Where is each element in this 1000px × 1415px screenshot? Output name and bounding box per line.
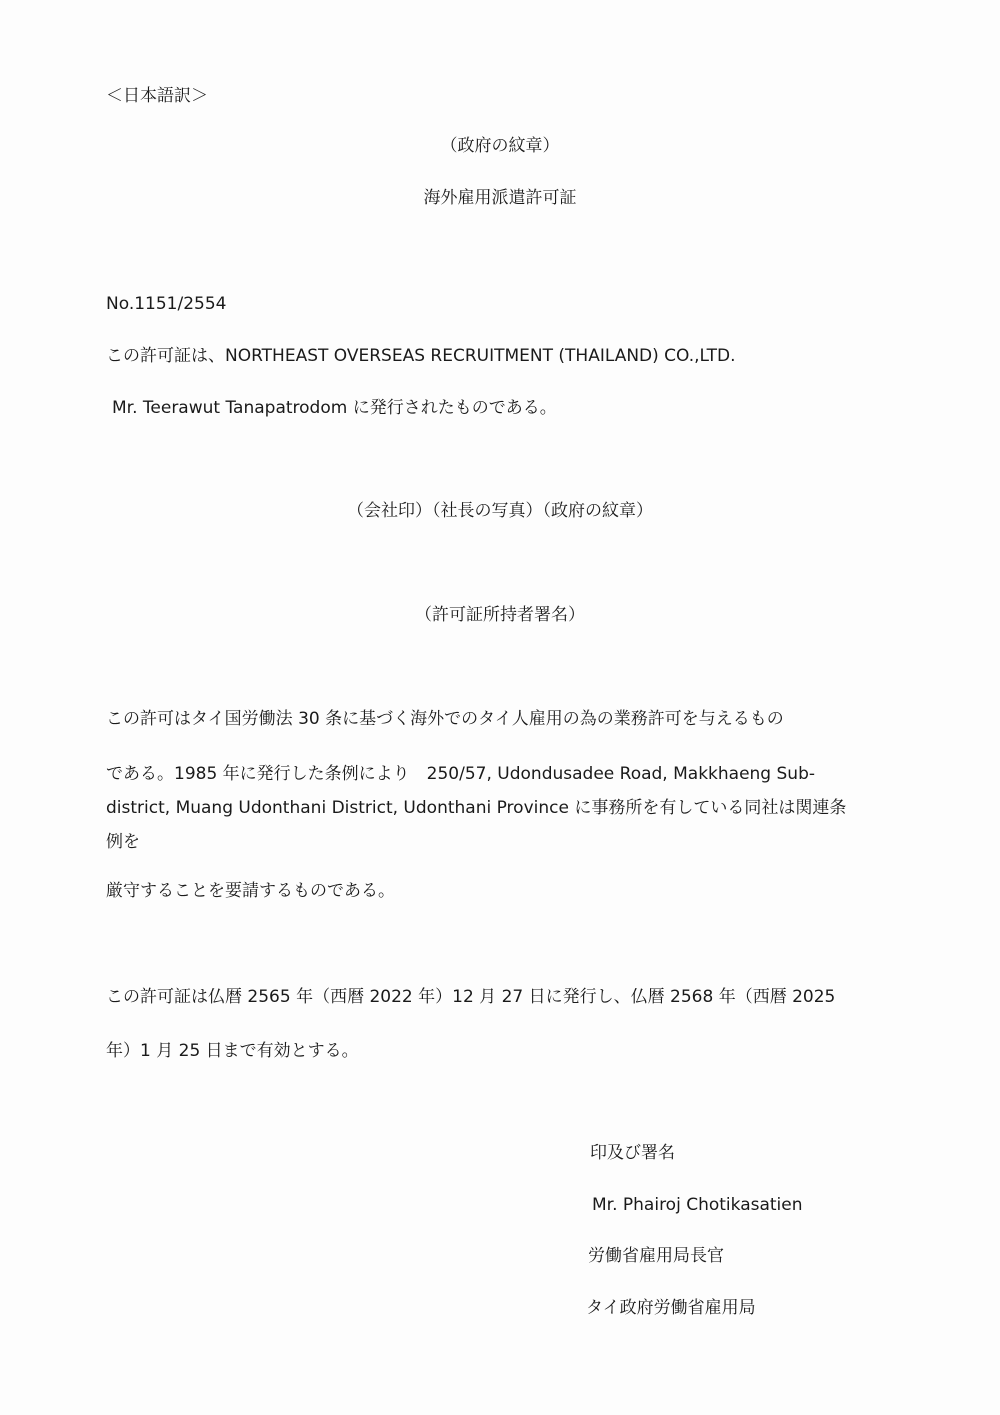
holder-signature-note: （許可証所持者署名） xyxy=(415,605,585,625)
signature-label: 印及び署名 xyxy=(590,1143,675,1163)
body-paragraph-1-line-5: 厳守することを要請するものである。 xyxy=(106,881,395,901)
document-title: 海外雇用派遣許可証 xyxy=(423,188,577,208)
body-paragraph-1-line-2: である。1985 年に発行した条例により 250/57, Udondusadee Road, Makkhaeng Sub- xyxy=(106,764,815,784)
license-number: No.1151/2554 xyxy=(106,294,227,314)
seals-line: （会社印）（社長の写真）（政府の紋章） xyxy=(347,501,653,521)
emblem-note: （政府の紋章） xyxy=(440,136,560,156)
body-paragraph-1-line-4: 例を xyxy=(106,832,140,852)
body-paragraph-1-line-3: district, Muang Udonthani District, Udonthani Province に事務所を有している同社は関連条 xyxy=(106,798,847,818)
signatory-department: タイ政府労働省雇用局 xyxy=(586,1298,756,1318)
signatory-position: 労働省雇用局長官 xyxy=(588,1246,724,1266)
issued-to-company: この許可証は、NORTHEAST OVERSEAS RECRUITMENT (THAILAND) CO.,LTD. xyxy=(106,346,736,366)
translation-label: ＜日本語訳＞ xyxy=(106,86,208,106)
issued-to-person: Mr. Teerawut Tanapatrodom に発行されたものである。 xyxy=(112,398,557,418)
body-paragraph-1-line-1: この許可はタイ国労働法 30 条に基づく海外でのタイ人雇用の為の業務許可を与えるもの xyxy=(106,709,784,729)
signatory-name: Mr. Phairoj Chotikasatien xyxy=(592,1195,803,1215)
body-paragraph-2-line-1: この許可証は仏暦 2565 年（西暦 2022 年）12 月 27 日に発行し、仏暦 2568 年（西暦 2025 xyxy=(106,987,836,1007)
body-paragraph-2-line-2: 年）1 月 25 日まで有効とする。 xyxy=(106,1041,359,1061)
